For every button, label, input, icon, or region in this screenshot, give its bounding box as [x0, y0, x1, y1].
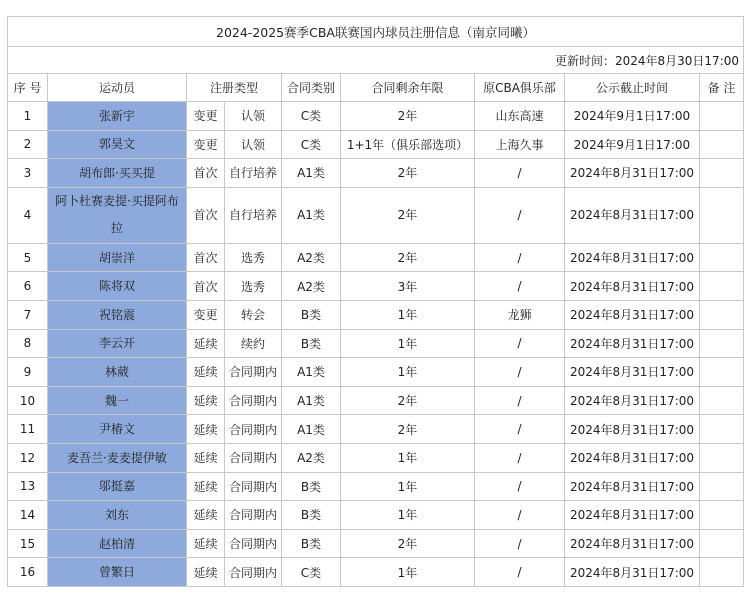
table-row — [8, 300, 744, 329]
table-row — [8, 386, 744, 415]
cell-deadline: 2024年8月31日17:00 — [565, 358, 700, 387]
cell-contract-type: A1类 — [282, 187, 341, 243]
cell-note — [700, 159, 744, 188]
cell-former-club: 山东高速 — [475, 102, 565, 131]
cell-years-left: 1年 — [341, 300, 475, 329]
cell-index: 9 — [8, 358, 48, 387]
cell-reg-type: 首次 — [187, 159, 225, 188]
cell-player-name: 魏一 — [48, 386, 187, 415]
cell-deadline: 2024年8月31日17:00 — [565, 443, 700, 472]
cell-reg-source: 合同期内 — [225, 443, 282, 472]
cell-years-left: 2年 — [341, 102, 475, 131]
cell-years-left: 1年 — [341, 472, 475, 501]
cell-player-name: 郭昊文 — [48, 130, 187, 159]
cell-former-club: / — [475, 558, 565, 587]
cell-years-left: 2年 — [341, 187, 475, 243]
cell-deadline: 2024年8月31日17:00 — [565, 386, 700, 415]
cell-years-left: 1年 — [341, 329, 475, 358]
cell-index: 3 — [8, 159, 48, 188]
cell-deadline: 2024年8月31日17:00 — [565, 243, 700, 272]
cell-reg-source: 合同期内 — [225, 386, 282, 415]
cell-deadline: 2024年8月31日17:00 — [565, 415, 700, 444]
cell-note — [700, 501, 744, 530]
cell-reg-source: 自行培养 — [225, 187, 282, 243]
cell-reg-type: 首次 — [187, 243, 225, 272]
cell-index: 11 — [8, 415, 48, 444]
cell-reg-source: 转会 — [225, 300, 282, 329]
cell-former-club: / — [475, 243, 565, 272]
cell-contract-type: B类 — [282, 472, 341, 501]
header-player: 运动员 — [48, 74, 187, 102]
cell-former-club: / — [475, 272, 565, 301]
cell-former-club: / — [475, 415, 565, 444]
cell-years-left: 1年 — [341, 443, 475, 472]
header-row — [8, 74, 744, 102]
cell-reg-type: 延续 — [187, 329, 225, 358]
cell-former-club: / — [475, 472, 565, 501]
cell-index: 16 — [8, 558, 48, 587]
cell-former-club: / — [475, 501, 565, 530]
table-row — [8, 102, 744, 131]
cell-index: 4 — [8, 187, 48, 243]
cell-former-club: / — [475, 358, 565, 387]
cell-contract-type: C类 — [282, 558, 341, 587]
cell-note — [700, 102, 744, 131]
cell-note — [700, 472, 744, 501]
table-row — [8, 130, 744, 159]
cell-player-name: 邬挺嘉 — [48, 472, 187, 501]
cell-note — [700, 443, 744, 472]
cell-deadline: 2024年8月31日17:00 — [565, 159, 700, 188]
cell-reg-source: 合同期内 — [225, 501, 282, 530]
cell-player-name: 林葳 — [48, 358, 187, 387]
cell-player-name: 曾繁日 — [48, 558, 187, 587]
header-years-left: 合同剩余年限 — [341, 74, 475, 102]
cell-former-club: 龙狮 — [475, 300, 565, 329]
cell-reg-source: 选秀 — [225, 272, 282, 301]
table-row — [8, 443, 744, 472]
cell-contract-type: A1类 — [282, 159, 341, 188]
cell-contract-type: C类 — [282, 102, 341, 131]
cell-deadline: 2024年8月31日17:00 — [565, 529, 700, 558]
cell-reg-type: 延续 — [187, 501, 225, 530]
cell-player-name: 陈将双 — [48, 272, 187, 301]
table-row — [8, 415, 744, 444]
cell-contract-type: B类 — [282, 329, 341, 358]
cell-note — [700, 529, 744, 558]
cell-deadline: 2024年9月1日17:00 — [565, 102, 700, 131]
update-time: 更新时间：2024年8月30日17:00 — [8, 47, 744, 74]
cell-former-club: / — [475, 386, 565, 415]
table-row — [8, 159, 744, 188]
cell-player-name: 胡崇洋 — [48, 243, 187, 272]
header-note: 备 注 — [700, 74, 744, 102]
cell-note — [700, 187, 744, 243]
cell-note — [700, 300, 744, 329]
cell-reg-source: 认领 — [225, 102, 282, 131]
cell-former-club: / — [475, 159, 565, 188]
cell-former-club: / — [475, 529, 565, 558]
cell-years-left: 2年 — [341, 159, 475, 188]
cell-note — [700, 415, 744, 444]
cell-deadline: 2024年8月31日17:00 — [565, 501, 700, 530]
cell-index: 13 — [8, 472, 48, 501]
cell-years-left: 3年 — [341, 272, 475, 301]
cell-reg-type: 延续 — [187, 472, 225, 501]
cell-reg-type: 首次 — [187, 272, 225, 301]
table-row — [8, 329, 744, 358]
cell-reg-source: 续约 — [225, 329, 282, 358]
cell-deadline: 2024年8月31日17:00 — [565, 472, 700, 501]
cell-reg-type: 延续 — [187, 386, 225, 415]
cell-player-name: 李云开 — [48, 329, 187, 358]
cell-note — [700, 358, 744, 387]
cell-player-name: 刘东 — [48, 501, 187, 530]
cell-years-left: 2年 — [341, 243, 475, 272]
cell-index: 1 — [8, 102, 48, 131]
cell-index: 15 — [8, 529, 48, 558]
cell-note — [700, 272, 744, 301]
cell-reg-type: 延续 — [187, 358, 225, 387]
cell-contract-type: B类 — [282, 501, 341, 530]
cell-contract-type: A1类 — [282, 386, 341, 415]
cell-contract-type: A1类 — [282, 415, 341, 444]
table-row — [8, 272, 744, 301]
cell-contract-type: A2类 — [282, 272, 341, 301]
cell-note — [700, 130, 744, 159]
cell-reg-source: 合同期内 — [225, 415, 282, 444]
cell-note — [700, 329, 744, 358]
cell-index: 8 — [8, 329, 48, 358]
table-row — [8, 358, 744, 387]
cell-contract-type: A2类 — [282, 243, 341, 272]
cell-player-name: 赵柏清 — [48, 529, 187, 558]
cell-index: 7 — [8, 300, 48, 329]
cell-reg-type: 变更 — [187, 130, 225, 159]
cell-years-left: 2年 — [341, 386, 475, 415]
table-row — [8, 472, 744, 501]
cell-reg-type: 延续 — [187, 415, 225, 444]
cell-contract-type: A1类 — [282, 358, 341, 387]
cell-note — [700, 558, 744, 587]
cell-player-name: 阿卜杜赛麦提·买提阿布拉 — [48, 187, 187, 243]
header-contract-type: 合同类别 — [282, 74, 341, 102]
cell-former-club: 上海久事 — [475, 130, 565, 159]
cell-player-name: 麦吾兰·麦麦提伊敏 — [48, 443, 187, 472]
cell-former-club: / — [475, 329, 565, 358]
cell-index: 10 — [8, 386, 48, 415]
cell-index: 14 — [8, 501, 48, 530]
cell-deadline: 2024年8月31日17:00 — [565, 329, 700, 358]
cell-deadline: 2024年8月31日17:00 — [565, 558, 700, 587]
cell-deadline: 2024年8月31日17:00 — [565, 187, 700, 243]
cell-reg-source: 选秀 — [225, 243, 282, 272]
cell-reg-type: 延续 — [187, 558, 225, 587]
cell-contract-type: B类 — [282, 529, 341, 558]
table-row — [8, 558, 744, 587]
registration-table — [7, 16, 744, 587]
cell-deadline: 2024年8月31日17:00 — [565, 300, 700, 329]
cell-reg-type: 延续 — [187, 443, 225, 472]
cell-index: 2 — [8, 130, 48, 159]
cell-index: 5 — [8, 243, 48, 272]
cell-reg-source: 认领 — [225, 130, 282, 159]
cell-reg-type: 变更 — [187, 300, 225, 329]
cell-years-left: 1+1年（俱乐部选项） — [341, 130, 475, 159]
cell-player-name: 胡布郎·买买提 — [48, 159, 187, 188]
cell-reg-source: 合同期内 — [225, 358, 282, 387]
cell-reg-source: 合同期内 — [225, 558, 282, 587]
cell-deadline: 2024年9月1日17:00 — [565, 130, 700, 159]
cell-contract-type: B类 — [282, 300, 341, 329]
cell-reg-source: 合同期内 — [225, 529, 282, 558]
cell-note — [700, 243, 744, 272]
cell-years-left: 2年 — [341, 415, 475, 444]
cell-reg-source: 自行培养 — [225, 159, 282, 188]
cell-note — [700, 386, 744, 415]
cell-index: 12 — [8, 443, 48, 472]
table-row — [8, 501, 744, 530]
cell-index: 6 — [8, 272, 48, 301]
header-deadline: 公示截止时间 — [565, 74, 700, 102]
table-row — [8, 187, 744, 243]
cell-reg-type: 首次 — [187, 187, 225, 243]
cell-player-name: 祝铭震 — [48, 300, 187, 329]
header-index: 序 号 — [8, 74, 48, 102]
table-title: 2024-2025赛季CBA联赛国内球员注册信息（南京同曦） — [8, 17, 744, 47]
cell-player-name: 张新宇 — [48, 102, 187, 131]
cell-deadline: 2024年8月31日17:00 — [565, 272, 700, 301]
cell-reg-source: 合同期内 — [225, 472, 282, 501]
cell-years-left: 1年 — [341, 558, 475, 587]
header-reg-type: 注册类型 — [187, 74, 282, 102]
cell-contract-type: C类 — [282, 130, 341, 159]
cell-years-left: 1年 — [341, 501, 475, 530]
table-row — [8, 529, 744, 558]
cell-years-left: 1年 — [341, 358, 475, 387]
cell-contract-type: A2类 — [282, 443, 341, 472]
cell-years-left: 2年 — [341, 529, 475, 558]
table-row — [8, 243, 744, 272]
cell-reg-type: 变更 — [187, 102, 225, 131]
cell-former-club: / — [475, 443, 565, 472]
header-former-club: 原CBA俱乐部 — [475, 74, 565, 102]
cell-reg-type: 延续 — [187, 529, 225, 558]
cell-player-name: 尹椿文 — [48, 415, 187, 444]
cell-former-club: / — [475, 187, 565, 243]
